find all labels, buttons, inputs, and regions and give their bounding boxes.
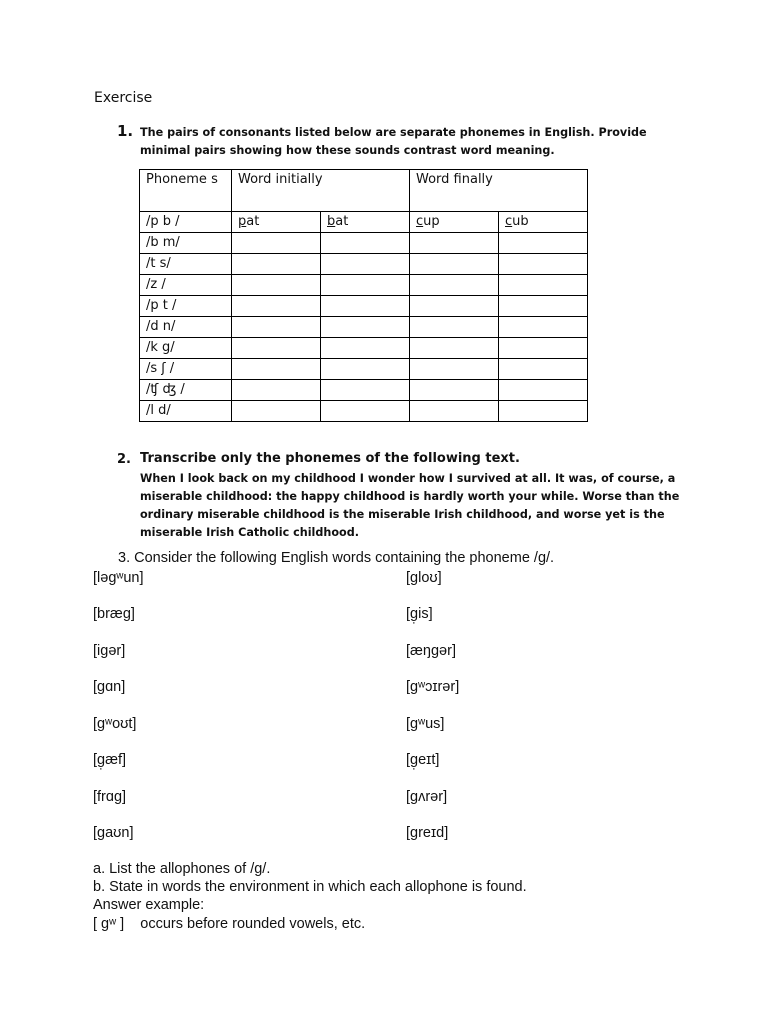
question-1-number: 1. [117, 122, 134, 140]
word-rest: at [335, 214, 349, 229]
empty-cell [499, 338, 588, 359]
empty-cell [499, 401, 588, 422]
empty-cell [410, 380, 499, 401]
empty-cell [232, 296, 321, 317]
underlined-letter: b [327, 214, 336, 229]
empty-cell [321, 275, 410, 296]
empty-cell [321, 296, 410, 317]
table-row [140, 275, 588, 296]
answer-label: Answer example: [93, 897, 205, 913]
word-rest: ub [512, 214, 529, 229]
empty-cell [321, 317, 410, 338]
word-rest: up [423, 214, 440, 229]
example-cell [410, 212, 499, 233]
table-row [140, 296, 588, 317]
empty-cell [321, 401, 410, 422]
empty-cell [410, 359, 499, 380]
empty-cell [321, 338, 410, 359]
table-row [140, 233, 588, 254]
phoneme-cell: /k g/ [140, 338, 232, 359]
word-left: [gɑn] [93, 679, 126, 695]
empty-cell [410, 296, 499, 317]
empty-cell [410, 401, 499, 422]
empty-cell [232, 359, 321, 380]
word-right: [gʷus] [406, 716, 445, 732]
word-right: [gʷɔɪrər] [406, 679, 460, 695]
table-row [140, 254, 588, 275]
example-cell [232, 212, 321, 233]
empty-cell [321, 254, 410, 275]
phoneme-cell: /s ʃ / [140, 359, 232, 380]
empty-cell [410, 338, 499, 359]
table-row [140, 338, 588, 359]
word-right: [greɪd] [406, 825, 449, 841]
table-row [140, 359, 588, 380]
task-b: b. State in words the environment in which each allophone is found. [93, 879, 527, 895]
question-2-number: 2. [117, 452, 131, 467]
empty-cell [410, 233, 499, 254]
empty-cell [499, 233, 588, 254]
phoneme-cell: /t s/ [140, 254, 232, 275]
empty-cell [499, 296, 588, 317]
phoneme-cell: /p b / [140, 212, 232, 233]
empty-cell [321, 359, 410, 380]
empty-cell [232, 275, 321, 296]
word-right: [gʌrər] [406, 789, 448, 805]
word-right: [g̣eɪt] [406, 752, 440, 768]
word-left: [gaʊn] [93, 825, 134, 841]
empty-cell [499, 254, 588, 275]
word-left: [bræg] [93, 606, 135, 622]
header-word-finally: Word finally [410, 170, 588, 212]
phoneme-cell: /ʧ ʤ / [140, 380, 232, 401]
word-left: [gʷoʊt] [93, 716, 137, 732]
question-3-prompt: 3. Consider the following English words containing the phoneme /g/. [118, 550, 555, 566]
phoneme-cell: /z / [140, 275, 232, 296]
table-header-row [140, 170, 588, 212]
phoneme-cell: /b m/ [140, 233, 232, 254]
underlined-letter: p [238, 214, 247, 229]
table-row [140, 401, 588, 422]
question-2-passage: When I look back on my childhood I wonder how I survived at all. It was, of course, a miserable childhood: the happy childhood is hardly worth your while. Worse than the ordinary miserable childhood is the miserable Irish childhood, and worse yet is the miserable Irish Catholic childhood. [140, 472, 680, 539]
underlined-letter: c [505, 214, 513, 229]
word-left: [g̣æf] [93, 752, 127, 768]
empty-cell [232, 254, 321, 275]
empty-cell [232, 401, 321, 422]
example-cell [499, 212, 588, 233]
phoneme-cell: /p t / [140, 296, 232, 317]
empty-cell [410, 254, 499, 275]
task-a: a. List the allophones of /g/. [93, 861, 271, 877]
header-phonemes: Phoneme s [140, 170, 232, 212]
word-left: [ləgʷun] [93, 570, 144, 586]
word-rest: at [246, 214, 260, 229]
empty-cell [232, 338, 321, 359]
exercise-title: Exercise [94, 90, 153, 106]
table-row [140, 380, 588, 401]
underlined-letter: c [416, 214, 424, 229]
empty-cell [410, 317, 499, 338]
table-row [140, 212, 588, 233]
question-1-text: The pairs of consonants listed below are separate phonemes in English. Provide minimal pairs showing how these sounds contrast word meaning. [140, 126, 647, 157]
empty-cell [232, 380, 321, 401]
phoneme-cell: /d n/ [140, 317, 232, 338]
word-left: [igər] [93, 643, 126, 659]
empty-cell [232, 233, 321, 254]
answer-example: [ gʷ ] occurs before rounded vowels, etc. [93, 916, 366, 932]
word-left: [frɑg] [93, 789, 127, 805]
header-word-initially: Word initially [232, 170, 410, 212]
example-cell [321, 212, 410, 233]
empty-cell [499, 317, 588, 338]
word-right: [gloʊ] [406, 570, 442, 586]
empty-cell [499, 359, 588, 380]
empty-cell [321, 380, 410, 401]
empty-cell [499, 380, 588, 401]
word-right: [g̣is] [406, 606, 433, 622]
minimal-pairs-table [139, 169, 588, 422]
table-row [140, 317, 588, 338]
word-right: [æŋgər] [406, 643, 456, 659]
question-2-heading: Transcribe only the phonemes of the following text. [140, 451, 520, 466]
phoneme-cell: /l d/ [140, 401, 232, 422]
empty-cell [321, 233, 410, 254]
empty-cell [232, 317, 321, 338]
empty-cell [410, 275, 499, 296]
empty-cell [499, 275, 588, 296]
